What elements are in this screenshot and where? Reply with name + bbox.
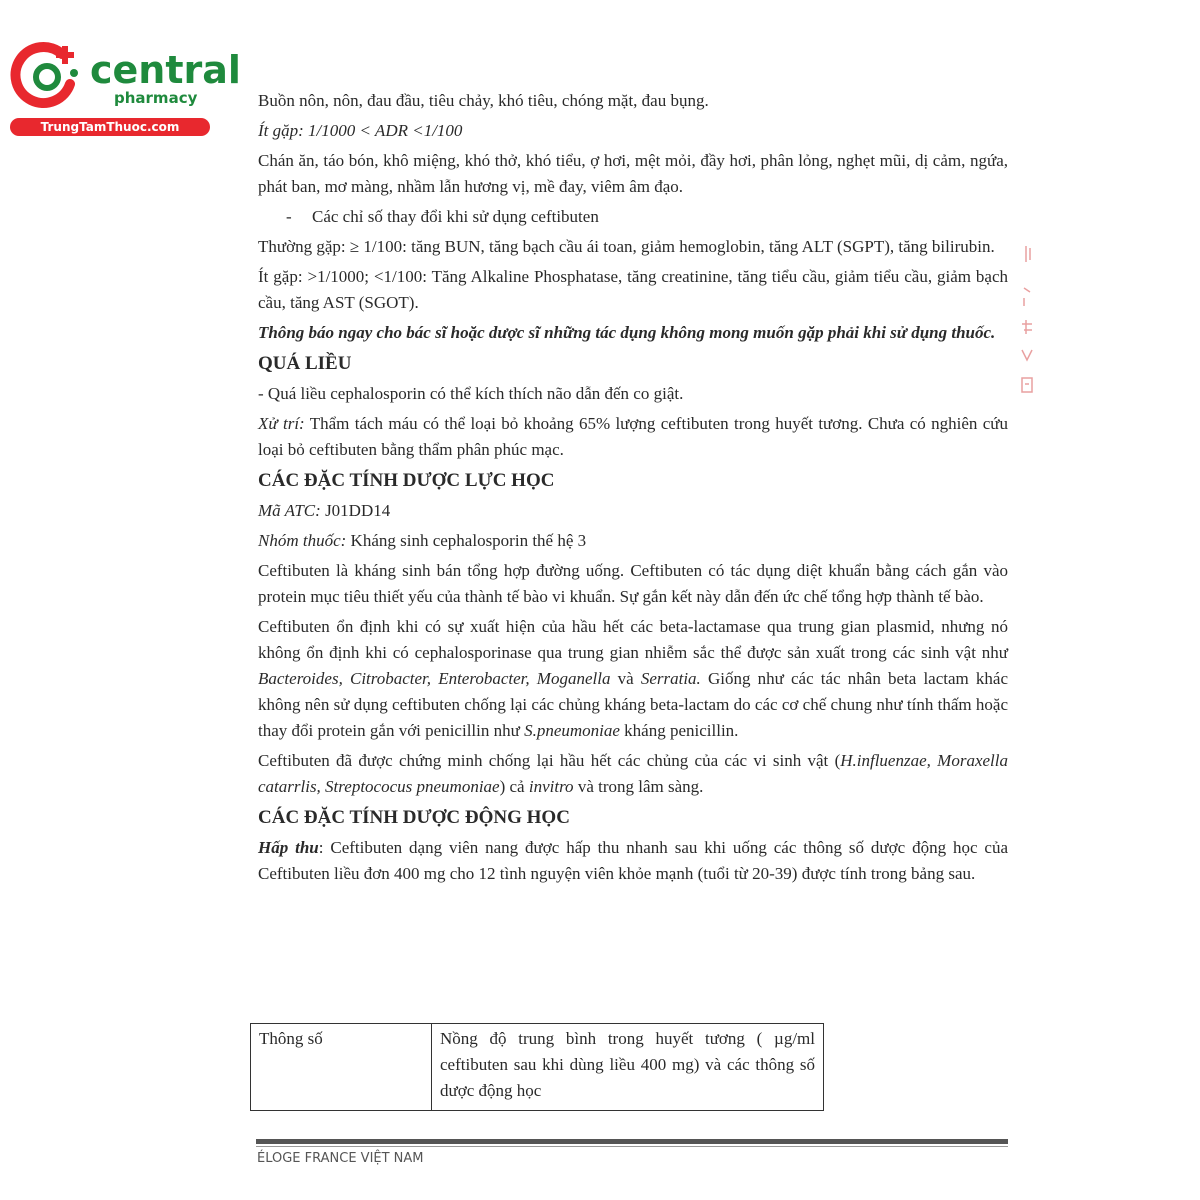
inline-italic: invitro [528,777,574,796]
inline-text: và trong lâm sàng. [573,777,704,796]
logo-subtitle: pharmacy [114,89,198,107]
section-heading-pharmacodynamics: CÁC ĐẶC TÍNH DƯỢC LỰC HỌC [258,470,555,491]
inline-text: ) cả [499,777,529,796]
inline-text: J01DD14 [320,501,391,520]
inline-text: Giống như các tác nhân beta lactam khác không nên sử dụng ceftibuten chống lại các chủng kháng beta-lactam do các cơ chế chung như tính thấm hoặc thay đổi protein gắn với penicillin như [258,669,1009,740]
table-row [251,1024,824,1111]
inline-text: và [610,669,641,688]
section-heading-overdose: QUÁ LIỀU [258,353,352,374]
footer-rule [256,1139,1008,1144]
margin-stamp-marks [1016,240,1040,410]
inline-italic: Serratia. [640,669,701,688]
paragraph: Ceftibuten là kháng sinh bán tổng hợp đường uống. Ceftibuten có tác dụng diệt khuẩn bằng cách gắn vào protein mục tiêu thiết yếu của thành tế bào vi khuẩn. Sự gắn kết này dẫn đến ức chế tổng hợp thành tế bào. [258,561,1008,606]
bullet-text: Các chỉ số thay đổi khi sử dụng ceftibuten [312,207,599,226]
paragraph [258,411,1008,463]
paragraph: Buồn nôn, nôn, đau đầu, tiêu chảy, khó tiêu, chóng mặt, đau bụng. [258,91,709,110]
paragraph [258,835,1008,887]
section-heading-pharmacokinetics: CÁC ĐẶC TÍNH DƯỢC ĐỘNG HỌC [258,807,570,828]
inline-label: Nhóm thuốc: [258,531,347,550]
inline-label: Xử trí: [258,414,305,433]
central-pharmacy-logo-icon [10,40,84,114]
logo-wordmark: central [90,48,241,92]
paragraph: Ít gặp: >1/1000; <1/100: Tăng Alkaline Phosphatase, tăng creatinine, tăng tiểu cầu, giảm tiểu cầu, giảm bạch cầu, tăng AST (SGOT). [258,267,1008,312]
paragraph [258,614,1008,744]
paragraph [258,498,1008,524]
pk-parameters-table [250,1023,824,1111]
bullet-item [258,204,1008,230]
logo-site-banner: TrungTamThuoc.com [10,118,210,136]
inline-label: Mã ATC: [258,501,321,520]
paragraph: Chán ăn, táo bón, khô miệng, khó thở, khó tiểu, ợ hơi, mệt mỏi, đầy hơi, phân lỏng, nghẹt mũi, dị cảm, ngứa, phát ban, mơ màng, nhầm lẫn hương vị, mề đay, viêm âm đạo. [258,151,1008,196]
frequency-heading: Ít gặp: 1/1000 < ADR <1/100 [258,121,463,140]
inline-italic: H.influenzae, Moraxella catarrlis, Streptococus pneumoniae [258,751,1008,796]
footer-company: ÉLOGE FRANCE VIỆT NAM [257,1151,424,1166]
paragraph [258,528,1008,554]
inline-text: Thẩm tách máu có thể loại bỏ khoảng 65% lượng ceftibuten trong huyết tương. Chưa có nghiên cứu loại bỏ ceftibuten bằng thẩm phân phúc mạc. [258,414,1008,459]
warning-note: Thông báo ngay cho bác sĩ hoặc dược sĩ những tác dụng không mong muốn gặp phải khi sử dụng thuốc. [258,323,996,342]
inline-text: Ceftibuten đã được chứng minh chống lại hầu hết các chủng của các vi sinh vật ( [258,751,841,770]
inline-text: Ceftibuten ổn định khi có sự xuất hiện của hầu hết các beta-lactamase qua trung gian plasmid, nhưng nó không ổn định khi có cephalosporinase qua trung gian nhiễm sắc thể được sản xuất trong các sinh vật như [258,617,1008,662]
document-body [258,88,1008,891]
inline-italic: Bacteroides, Citrobacter, Enterobacter, Moganella [258,669,611,688]
inline-text: Kháng sinh cephalosporin thế hệ 3 [346,531,587,550]
paragraph: - Quá liều cephalosporin có thể kích thích não dẫn đến co giật. [258,384,684,403]
paragraph: Thường gặp: ≥ 1/100: tăng BUN, tăng bạch cầu ái toan, giảm hemoglobin, tăng ALT (SGPT), tăng bilirubin. [258,237,995,256]
inline-text: kháng penicillin. [619,721,739,740]
footer-rule-thin [256,1146,1008,1147]
inline-label: Hấp thu [258,838,319,857]
inline-text: : Ceftibuten dạng viên nang được hấp thu nhanh sau khi uống các thông số dược động học của Ceftibuten liều đơn 400 mg cho 12 tình nguyện viên khỏe mạnh (tuổi từ 20-39) được tính trong bảng sau. [258,838,1008,883]
bullet-dash: - [286,207,292,226]
brand-logo [10,40,241,140]
table-cell: Nồng độ trung bình trong huyết tương ( µg/ml ceftibuten sau khi dùng liều 400 mg) và các thông số dược động học [432,1024,824,1111]
paragraph [258,748,1008,800]
table-cell: Thông số [251,1024,432,1111]
inline-italic: S.pneumoniae [524,721,620,740]
